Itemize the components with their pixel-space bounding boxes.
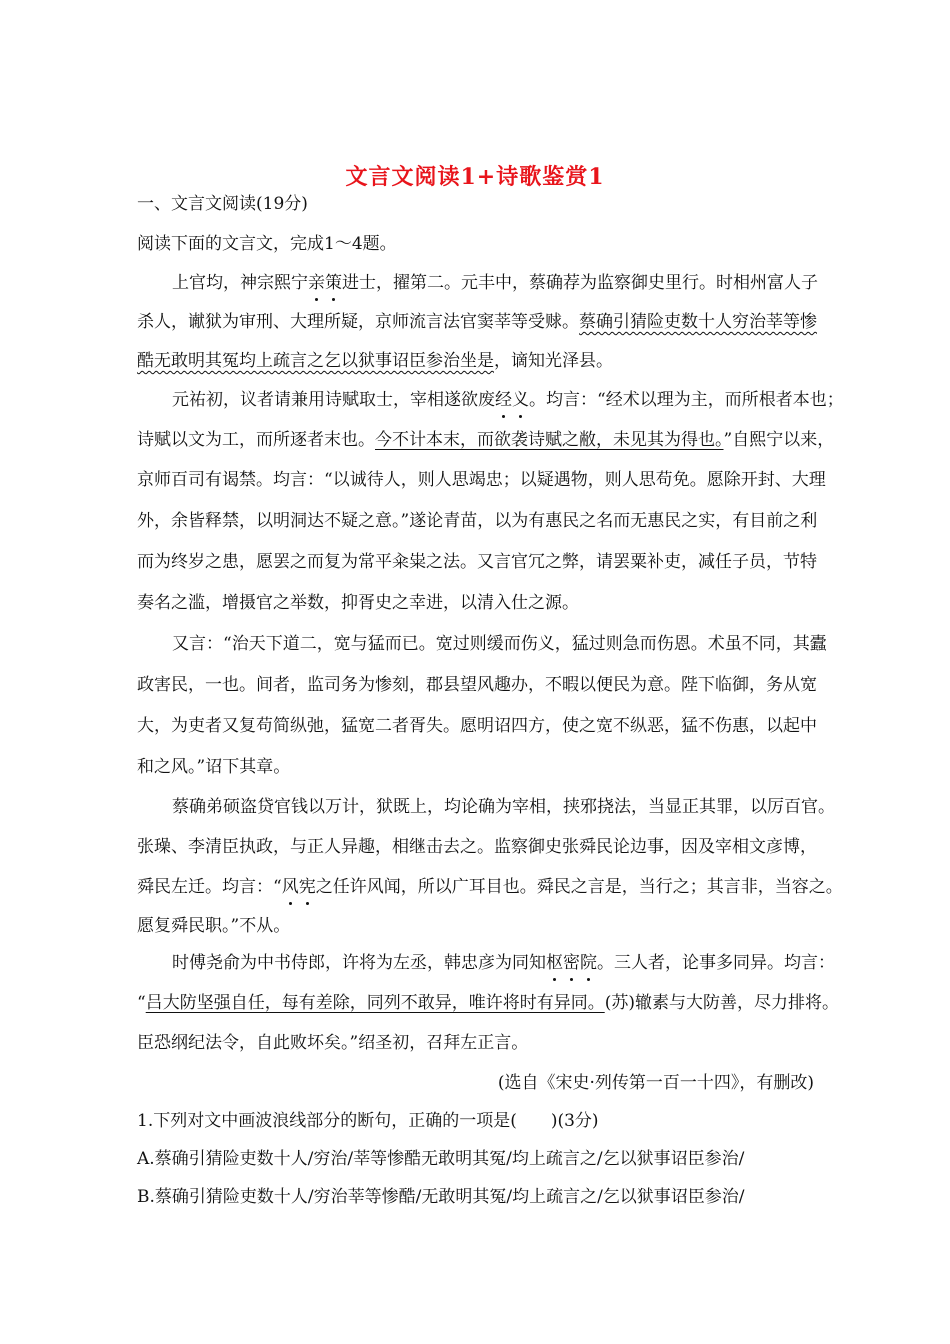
- text-run: 时傅尧俞为中书侍郎，许将为左丞，韩忠彦为同知: [172, 953, 546, 973]
- dotted-char: 宪: [298, 877, 316, 897]
- passage-line: 奏名之滥，增摄官之举数，抑胥史之幸进，以清入仕之源。: [137, 593, 579, 613]
- section-heading: 一、文言文阅读(19分): [137, 194, 308, 214]
- passage-line: 政害民，一也。间者，监司务为惨刻，郡县望风趣办，不暇以便民为意。陛下临御，务从宽: [137, 675, 817, 695]
- text-run: 。三人者，论事多同异。均言：: [597, 953, 835, 973]
- passage-line: 而为终岁之患，愿罢之而复为常平籴粜之法。又言官冗之弊，请罢粟补吏，减任子员，节特: [137, 552, 817, 572]
- dotted-char: 经: [495, 390, 512, 410]
- dotted-char: 义: [512, 390, 529, 410]
- source-citation: (选自《宋史·列传第一百一十四》，有删改): [497, 1073, 814, 1093]
- passage-line: [137, 992, 839, 1014]
- passage-line: [137, 876, 843, 898]
- document-title: 文言文阅读1+诗歌鉴赏1: [345, 164, 605, 190]
- passage-line: [137, 311, 817, 333]
- passage-line: 京师百司有谒禁。均言：“以诚待人，则人思竭忠；以疑遇物，则人思苟免。愿除开封、大理: [137, 470, 826, 490]
- option-a: A.蔡确引猜险吏数十人/穷治/莘等惨酷无敢明其冤/均上疏言之/乞以狱事诏臣参治/: [137, 1149, 745, 1169]
- dotted-char: 枢: [546, 953, 563, 973]
- passage-line: [172, 952, 835, 974]
- dotted-char: 亲: [308, 273, 325, 293]
- dotted-char: 策: [325, 273, 342, 293]
- text-run: 上官均，神宗熙宁: [172, 273, 308, 293]
- text-run: (苏)辙素与大防善，尽力排将。: [604, 993, 839, 1013]
- passage-line: [172, 389, 844, 411]
- text-run: ”自熙宁以来，: [723, 430, 835, 450]
- wavy-underlined-text: 酷无敢明其冤均上疏言之乞以狱事诏臣参治坐是: [137, 351, 494, 371]
- text-run: ，谪知光泽县。: [494, 351, 613, 371]
- dotted-char: 密: [563, 953, 580, 973]
- underlined-text: 今不计本末，而欲袭诗赋之敝，未见其为得也。: [375, 430, 724, 450]
- underlined-text: 吕大防坚强自任，每有差除，同列不敢异，唯许将时有异同。: [145, 993, 605, 1013]
- dotted-char: 风: [281, 877, 299, 897]
- passage-line: 又言：“治天下道二，宽与猛而已。宽过则缓而伤义，猛过则急而伤恩。术虽不同，其蠹: [172, 634, 827, 654]
- passage-line: 臣恐纲纪法令，自此败坏矣。”绍圣初，召拜左正言。: [137, 1033, 529, 1053]
- passage-line: 和之风。”诏下其章。: [137, 757, 291, 777]
- text-run: “: [137, 993, 146, 1013]
- text-run: 舜民左迁。均言：“: [137, 877, 282, 897]
- question-1: 1.下列对文中画波浪线部分的断句，正确的一项是( )(3分): [137, 1111, 599, 1131]
- dotted-char: 院: [580, 953, 597, 973]
- passage-line: 蔡确弟硕盗贷官钱以万计，狱既上，均论确为宰相，挟邪挠法，当显正其罪，以厉百官。: [172, 797, 835, 817]
- instruction: 阅读下面的文言文，完成1～4题。: [137, 234, 397, 254]
- passage-line: 大，为吏者又复苟简纵弛，猛宽二者胥失。愿明诏四方，使之宽不纵恶，猛不伤惠，以起中: [137, 716, 817, 736]
- wavy-underlined-text: 蔡确引猜险吏数十人穷治莘等惨: [579, 312, 817, 332]
- passage-line: 愿复舜民职。”不从。: [137, 916, 291, 936]
- passage-line: [172, 272, 818, 294]
- passage-line: 外，余皆释禁，以明洞达不疑之意。”遂论青苗，以为有惠民之名而无惠民之实，有目前之利: [137, 511, 818, 531]
- text-run: 。均言：“经术以理为主，而所根者本也；: [529, 390, 844, 410]
- passage-line: [137, 350, 613, 372]
- text-run: 之任许风闻，所以广耳目也。舜民之言是，当行之；其言非，当容之。: [315, 877, 843, 897]
- passage-line: 张璪、李清臣执政，与正人异趣，相继击去之。监察御史张舜民论边事，因及宰相文彦博，: [137, 837, 817, 857]
- passage-line: [137, 429, 834, 451]
- text-run: 元祐初，议者请兼用诗赋取士，宰相遂欲废: [172, 390, 495, 410]
- text-run: 进士，擢第二。元丰中，蔡确荐为监察御史里行。时相州富人子: [342, 273, 818, 293]
- text-run: 诗赋以文为工，而所逐者末也。: [137, 430, 375, 450]
- option-b: B.蔡确引猜险吏数十人/穷治莘等惨酷/无敢明其冤/均上疏言之/乞以狱事诏臣参治/: [137, 1187, 745, 1207]
- text-run: 杀人，谳狱为审刑、大理所疑，京师流言法官窦莘等受赇。: [137, 312, 579, 332]
